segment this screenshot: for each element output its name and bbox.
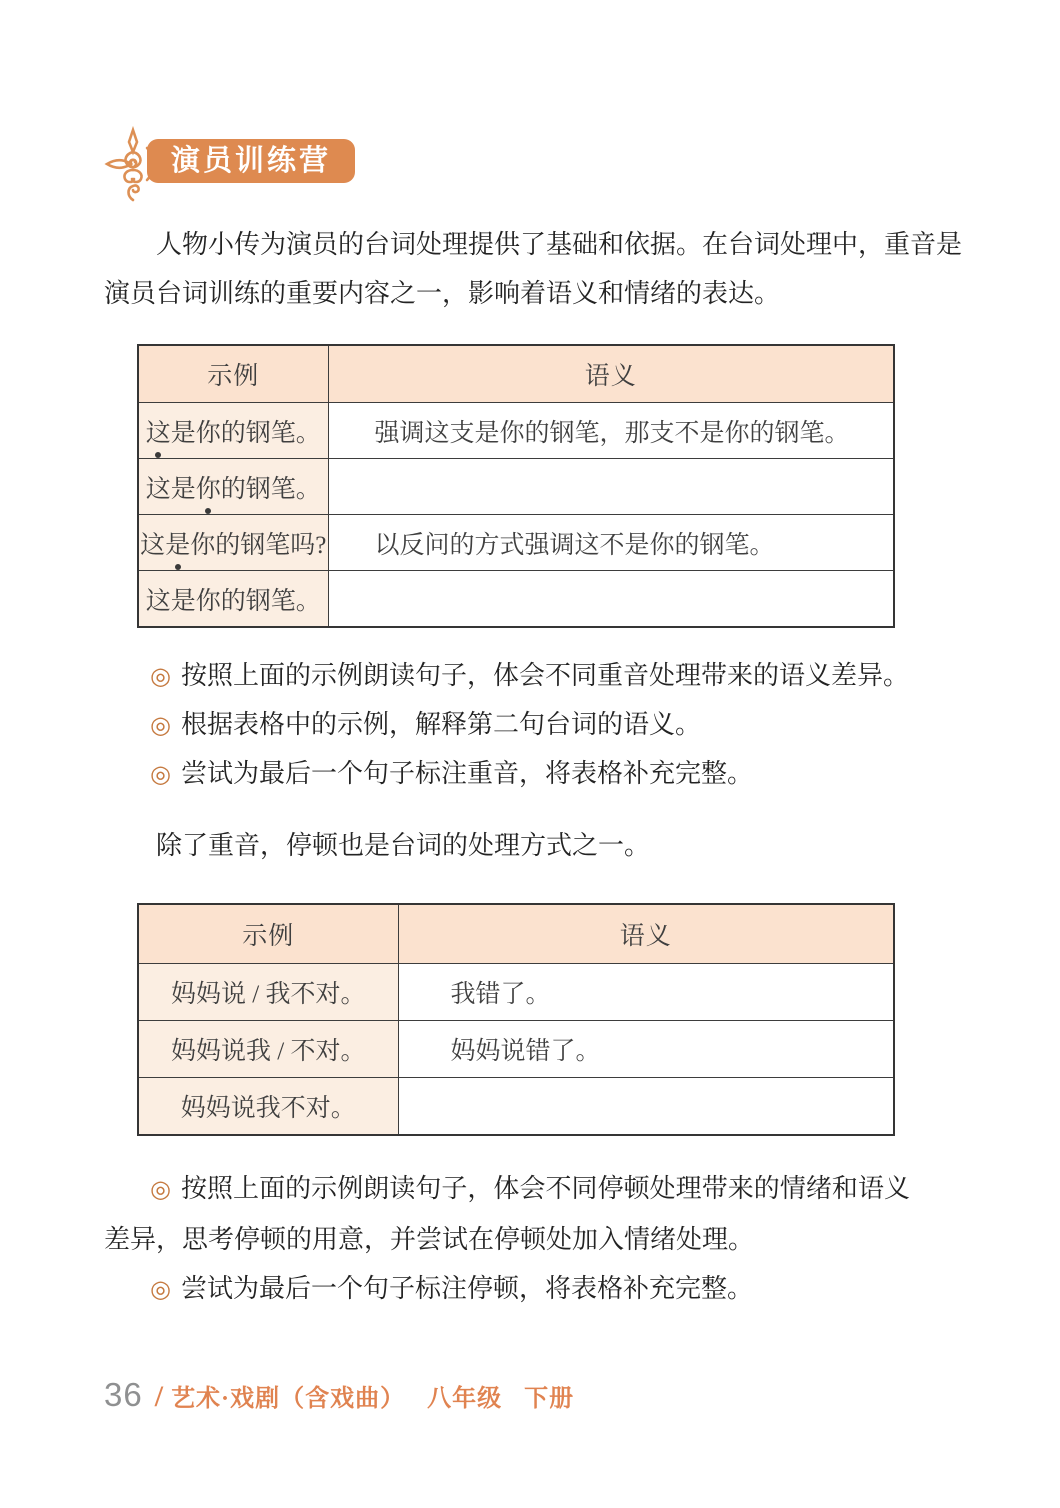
section-title-badge xyxy=(147,139,355,183)
task-item xyxy=(104,1264,910,1315)
example-text: 这 xyxy=(140,531,166,559)
example-cell: 妈妈说我不对。 xyxy=(138,1078,398,1136)
bullseye-bullet-icon: ◎ xyxy=(150,1277,171,1303)
task-text: 根据表格中的示例，解释第二句台词的语义。 xyxy=(180,710,701,739)
footer-volume: 下册 xyxy=(524,1386,575,1412)
column-header-meaning: 语义 xyxy=(398,904,894,964)
bullseye-bullet-icon: ◎ xyxy=(150,762,171,788)
example-cell xyxy=(138,571,328,628)
meaning-cell xyxy=(328,571,894,628)
stressed-char: 是 xyxy=(165,525,190,561)
page-footer xyxy=(104,1376,574,1414)
example-cell xyxy=(138,515,328,571)
section-header xyxy=(103,124,383,204)
meaning-cell: 强调这支是你的钢笔，那支不是你的钢笔。 xyxy=(328,403,894,459)
example-text: 你的钢笔吗? xyxy=(190,531,327,559)
page-number: 36 xyxy=(104,1376,143,1413)
footer-course-title: 艺术·戏剧（含戏曲） xyxy=(171,1386,406,1412)
task-item xyxy=(150,652,970,701)
table-row xyxy=(138,1078,894,1136)
example-text: 这是你的钢笔。 xyxy=(145,587,321,615)
meaning-cell: 以反问的方式强调这不是你的钢笔。 xyxy=(328,515,894,571)
pause-example-table xyxy=(137,903,895,1136)
meaning-cell xyxy=(398,1078,894,1136)
bullseye-bullet-icon: ◎ xyxy=(150,664,171,690)
example-text: 的钢笔。 xyxy=(220,475,321,503)
example-cell xyxy=(138,403,328,459)
footer-grade: 八年级 xyxy=(427,1386,503,1412)
table-header-row xyxy=(138,345,894,403)
column-header-example: 示例 xyxy=(138,345,328,403)
meaning-cell xyxy=(328,459,894,515)
table-row xyxy=(138,459,894,515)
example-cell: 妈妈说我 / 不对。 xyxy=(138,1021,398,1078)
stressed-char: 你 xyxy=(196,469,221,505)
section-title: 演员训练营 xyxy=(171,144,332,177)
task-item xyxy=(104,1164,910,1264)
example-cell xyxy=(138,459,328,515)
bullseye-bullet-icon: ◎ xyxy=(150,713,171,739)
pause-intro-paragraph: 除了重音，停顿也是台词的处理方式之一。 xyxy=(156,831,651,860)
meaning-cell: 我错了。 xyxy=(398,964,894,1021)
example-text: 是你的钢笔。 xyxy=(170,419,321,447)
task-item xyxy=(150,750,970,799)
table-row xyxy=(138,515,894,571)
footer-separator: / xyxy=(154,1380,164,1413)
table-row xyxy=(138,571,894,628)
stressed-char: 这 xyxy=(146,413,171,449)
task-text: 按照上面的示例朗读句子，体会不同停顿处理带来的情绪和语义差异，思考停顿的用意，并尝试在停顿处加入情绪处理。 xyxy=(104,1174,910,1254)
stress-example-table xyxy=(137,344,895,628)
table-row xyxy=(138,964,894,1021)
task-list-pause xyxy=(104,1164,910,1315)
task-text: 尝试为最后一个句子标注停顿，将表格补充完整。 xyxy=(180,1274,753,1303)
meaning-cell: 妈妈说错了。 xyxy=(398,1021,894,1078)
table-header-row xyxy=(138,904,894,964)
task-text: 尝试为最后一个句子标注重音，将表格补充完整。 xyxy=(180,759,753,788)
bullseye-bullet-icon: ◎ xyxy=(150,1177,171,1203)
task-text: 按照上面的示例朗读句子，体会不同重音处理带来的语义差异。 xyxy=(180,661,909,690)
example-cell: 妈妈说 / 我不对。 xyxy=(138,964,398,1021)
intro-paragraph: 人物小传为演员的台词处理提供了基础和依据。在台词处理中，重音是演员台词训练的重要内容之一，影响着语义和情绪的表达。 xyxy=(104,230,963,308)
table-row xyxy=(138,1021,894,1078)
column-header-example: 示例 xyxy=(138,904,398,964)
column-header-meaning: 语义 xyxy=(328,345,894,403)
example-text: 这是 xyxy=(145,475,196,503)
task-list-stress xyxy=(150,652,970,799)
task-item xyxy=(150,701,970,750)
table-row xyxy=(138,403,894,459)
